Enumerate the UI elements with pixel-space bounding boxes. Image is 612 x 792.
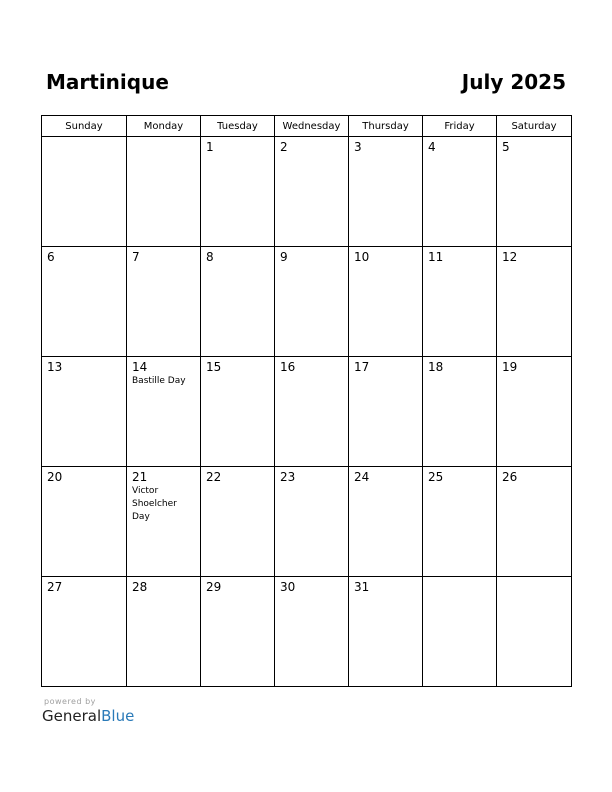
day-cell	[497, 137, 572, 247]
day-cell	[423, 137, 497, 247]
day-cell	[275, 247, 349, 357]
week-row	[42, 137, 572, 247]
day-cell	[349, 357, 423, 467]
day-cell	[42, 577, 127, 687]
day-number: 28	[132, 580, 148, 594]
day-number: 26	[502, 470, 518, 484]
weekday-header-row	[42, 116, 572, 137]
day-number: 3	[354, 140, 362, 154]
day-cell	[127, 357, 201, 467]
day-number: 8	[206, 250, 214, 264]
brand-general: General	[42, 707, 102, 725]
day-number: 11	[428, 250, 444, 264]
day-cell	[201, 577, 275, 687]
day-cell	[423, 577, 497, 687]
day-number: 16	[280, 360, 296, 374]
day-cell	[349, 247, 423, 357]
day-cell	[201, 247, 275, 357]
day-number: 19	[502, 360, 518, 374]
day-number: 25	[428, 470, 444, 484]
day-cell	[275, 467, 349, 577]
country-title: Martinique	[46, 70, 169, 94]
week-row	[42, 577, 572, 687]
day-number: 23	[280, 470, 296, 484]
day-cell	[42, 137, 127, 247]
brand-blue: Blue	[101, 707, 135, 725]
day-number: 2	[280, 140, 288, 154]
day-cell	[201, 357, 275, 467]
weekday-thursday: Thursday	[349, 116, 423, 137]
day-number: 1	[206, 140, 214, 154]
day-number: 17	[354, 360, 370, 374]
day-cell	[497, 247, 572, 357]
day-cell	[201, 467, 275, 577]
day-number: 20	[47, 470, 63, 484]
week-row	[42, 357, 572, 467]
day-number: 10	[354, 250, 370, 264]
day-cell	[42, 357, 127, 467]
holiday-label: Victor Shoelcher Day	[132, 486, 177, 522]
calendar-grid	[41, 115, 572, 687]
day-number: 6	[47, 250, 55, 264]
weekday-monday: Monday	[127, 116, 201, 137]
day-cell	[275, 357, 349, 467]
day-number: 9	[280, 250, 288, 264]
weekday-friday: Friday	[423, 116, 497, 137]
day-number: 24	[354, 470, 370, 484]
week-row	[42, 247, 572, 357]
weekday-tuesday: Tuesday	[201, 116, 275, 137]
day-cell	[127, 247, 201, 357]
day-number: 22	[206, 470, 222, 484]
day-number: 7	[132, 250, 140, 264]
day-cell	[42, 247, 127, 357]
day-number: 12	[502, 250, 518, 264]
day-number: 21	[132, 470, 148, 484]
day-cell	[201, 137, 275, 247]
powered-by-label: powered by	[44, 697, 96, 706]
holiday-label: Bastille Day	[132, 376, 186, 386]
month-year-title: July 2025	[461, 70, 566, 94]
day-cell	[423, 357, 497, 467]
day-number: 27	[47, 580, 63, 594]
day-cell	[423, 467, 497, 577]
weekday-sunday: Sunday	[42, 116, 127, 137]
day-cell	[349, 467, 423, 577]
generalblue-logo	[42, 707, 134, 725]
day-number: 30	[280, 580, 296, 594]
day-cell	[127, 137, 201, 247]
weekday-saturday: Saturday	[497, 116, 572, 137]
day-cell	[127, 467, 201, 577]
day-number: 13	[47, 360, 63, 374]
day-number: 5	[502, 140, 510, 154]
day-cell	[349, 577, 423, 687]
day-number: 29	[206, 580, 222, 594]
footer-branding	[42, 697, 134, 725]
day-cell	[423, 247, 497, 357]
weekday-wednesday: Wednesday	[275, 116, 349, 137]
day-number: 4	[428, 140, 436, 154]
day-cell	[497, 577, 572, 687]
day-cell	[275, 577, 349, 687]
day-cell	[42, 467, 127, 577]
day-number: 14	[132, 360, 148, 374]
day-number: 15	[206, 360, 222, 374]
week-row	[42, 467, 572, 577]
calendar-header	[46, 70, 566, 100]
day-cell	[275, 137, 349, 247]
day-cell	[127, 577, 201, 687]
day-cell	[497, 467, 572, 577]
day-number: 18	[428, 360, 444, 374]
day-number: 31	[354, 580, 370, 594]
day-cell	[497, 357, 572, 467]
day-cell	[349, 137, 423, 247]
